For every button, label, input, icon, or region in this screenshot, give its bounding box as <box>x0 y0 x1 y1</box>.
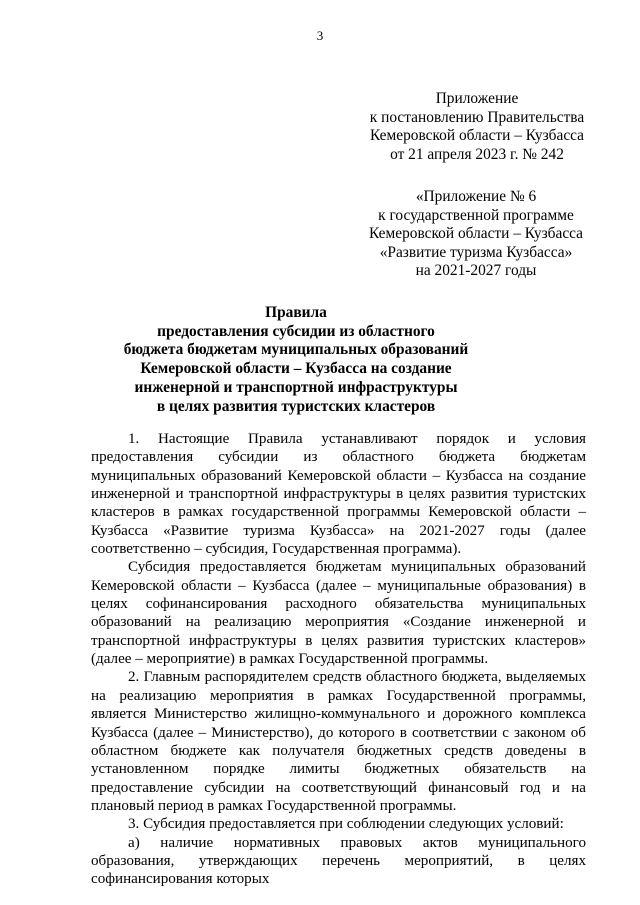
appendix-program-line: «Приложение № 6 <box>415 188 537 205</box>
appendix-block <box>362 90 592 164</box>
title-line: Кемеровской области – Кузбасса на создание <box>140 360 452 378</box>
title-line: Правила <box>265 304 327 321</box>
document-body <box>91 430 586 889</box>
title-line: бюджета бюджетам муниципальных образований <box>123 341 469 359</box>
appendix-program-line: «Развитие туризма Кузбасса» <box>379 243 573 261</box>
appendix-program-block <box>360 188 592 281</box>
appendix-program-line: Кемеровской области – Кузбасса <box>368 225 584 242</box>
page-number: 3 <box>316 28 324 43</box>
paragraph-subsidy: Субсидия предоставляется бюджетам муниципальных образований Кемеровской области – Кузбасса (далее – муниципальные образования) в целях софинансирования расходного обязательства муниципальных образований на реализацию мероприятия «Создание инженерной и транспортной инфраструктуры в целях развития туристских кластеров» (далее – мероприятие) в рамках Государственной программы. <box>91 559 586 668</box>
title-line: предоставления субсидии из областного <box>157 322 435 340</box>
appendix-line: Приложение <box>435 90 519 107</box>
appendix-line: Кемеровской области – Кузбасса <box>369 127 585 144</box>
appendix-program-line: к государственной программе <box>378 206 574 224</box>
paragraph-3: 3. Субсидия предоставляется при соблюдении следующих условий: <box>128 816 564 833</box>
paragraph-3a: а) наличие нормативных правовых актов муниципального образования, утверждающих перечень мероприятий, в целях софинансирования которых <box>91 834 586 888</box>
document-title <box>80 304 512 416</box>
paragraph-1: 1. Настоящие Правила устанавливают порядок и условия предоставления субсидии из областного бюджета бюджетам муниципальных образований Кемеровской области – Кузбасса на создание инженерной и транспортной инфраструктуры в целях развития туристских кластеров в рамках государственной программы Кемеровской области – Кузбасса «Развитие туризма Кузбасса» на 2021-2027 годы (далее соответственно – субсидия, Государственная программа). <box>91 431 586 558</box>
appendix-line: от 21 апреля 2023 г. № 242 <box>390 145 564 163</box>
appendix-line: к постановлению Правительства <box>369 108 585 126</box>
title-line: в целях развития туристских кластеров <box>156 397 436 415</box>
title-line: инженерной и транспортной инфраструктуры <box>134 378 458 396</box>
paragraph-2: 2. Главным распорядителем средств областного бюджета, выделяемых на реализацию мероприятия в рамках Государственной программы, является Министерство жилищно-коммунального и дорожного комплекса Кузбасса (далее – Министерство), до которого в соответствии с законом об областном бюджете как получателя бюджетных средств доведены в установленном порядке лимиты бюджетных обязательств на предоставление субсидии на соответствующий финансовый год и на плановый период в рамках Государственной программы. <box>91 669 586 814</box>
appendix-program-line: на 2021-2027 годы <box>415 262 537 279</box>
